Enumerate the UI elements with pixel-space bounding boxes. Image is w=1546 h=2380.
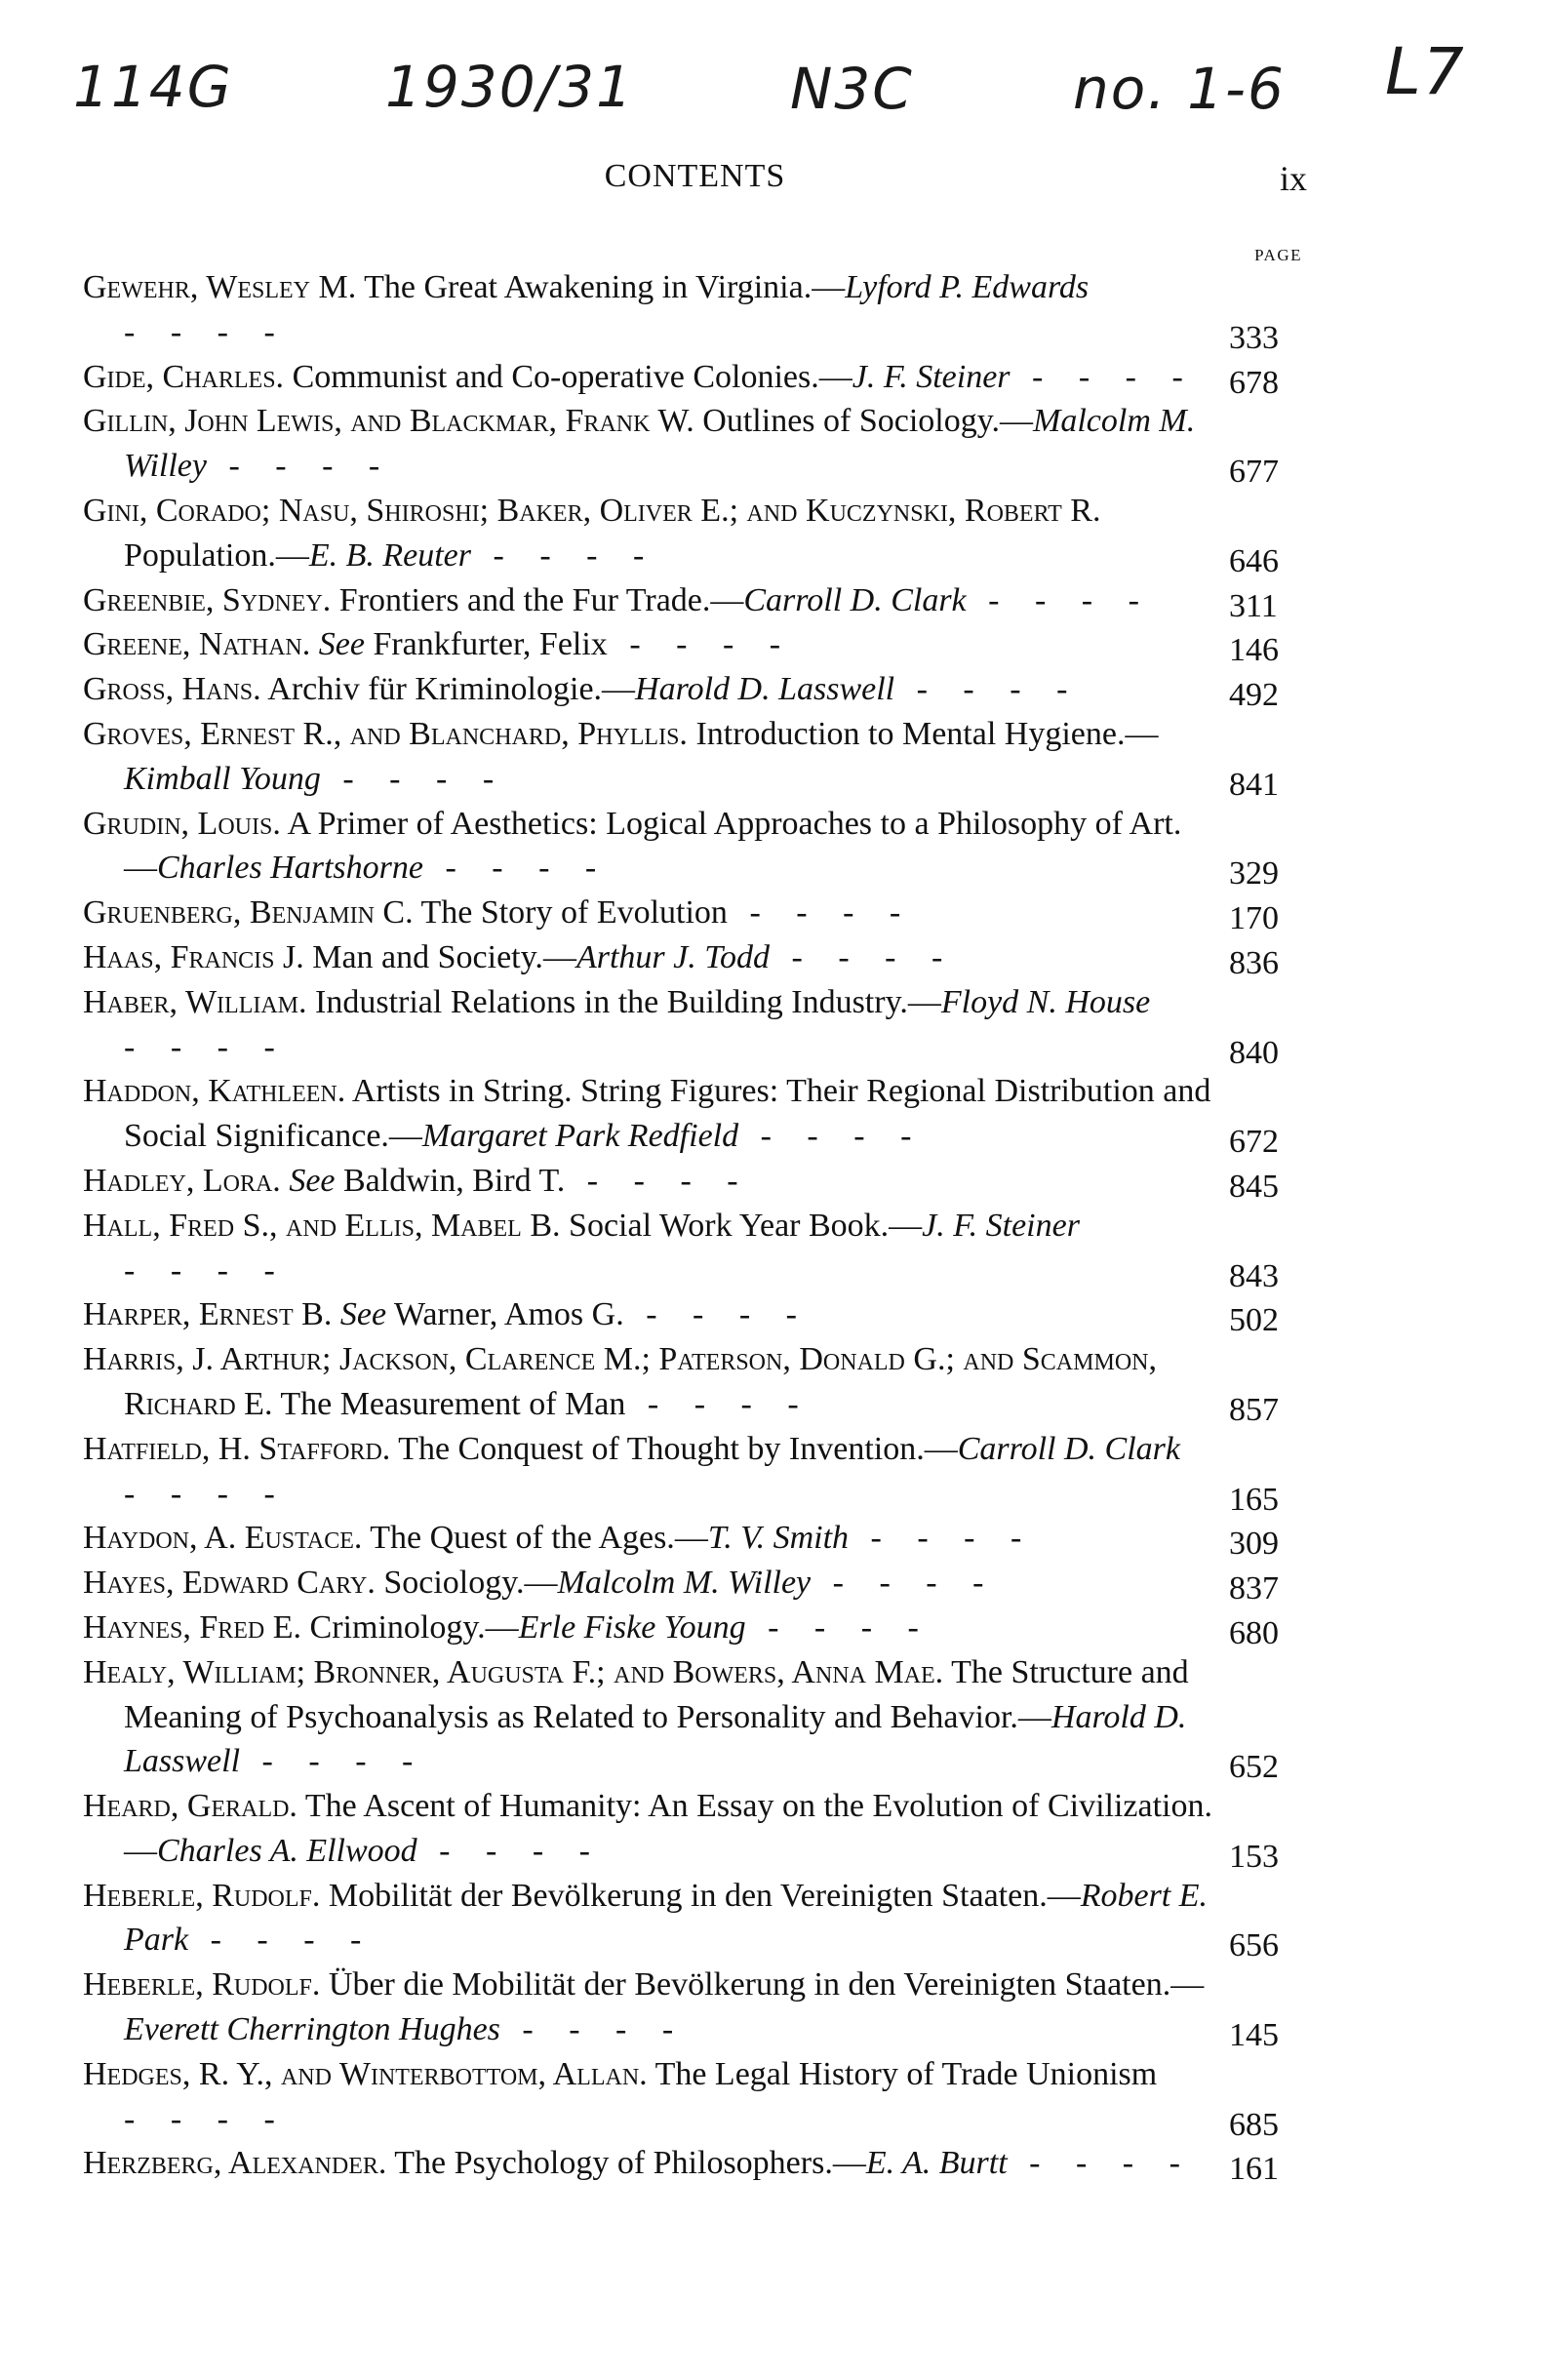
entry-reviewer: Carroll D. Clark <box>957 1430 1180 1467</box>
running-title: CONTENTS <box>604 158 786 194</box>
entry-author: Hayes, Edward Cary. <box>83 1565 376 1602</box>
dot-leader: - - - - <box>894 671 1082 708</box>
entry-page-number: 161 <box>1229 2151 1279 2188</box>
entry-author: Hedges, R. Y., and Winterbottom, Allan. <box>83 2055 648 2092</box>
contents-entry: Gini, Corado; Nasu, Shiroshi; Baker, Oliver E.; and Kuczynski, Robert R. Population.—E. B. Reuter - - - - 646 <box>83 489 1307 578</box>
entry-author: Haas, Francis J. <box>83 938 304 975</box>
contents-entry: Heberle, Rudolf. Mobilität der Bevölkerung in den Vereinigten Staaten.—Robert E. Park - - - - 656 <box>83 1874 1307 1964</box>
contents-entry: Haydon, A. Eustace. The Quest of the Ages.—T. V. Smith - - - - 309 <box>83 1516 1307 1561</box>
entry-see-reference: See <box>339 1296 387 1333</box>
dot-leader: - - - - <box>607 626 795 663</box>
contents-entry: Haas, Francis J. Man and Society.—Arthur J. Todd - - - - 836 <box>83 935 1307 980</box>
entry-title: The Ascent of Humanity: An Essay on the Evolution of Civilization. <box>304 1788 1212 1825</box>
entry-reviewer: J. F. Steiner <box>852 358 1011 395</box>
entry-author: Greene, Nathan. <box>83 626 311 663</box>
entry-title: Population. <box>124 536 276 574</box>
contents-entry: Haynes, Fred E. Criminology.—Erle Fiske Young - - - - 680 <box>83 1606 1307 1650</box>
contents-entry <box>83 1292 1307 1337</box>
contents-entry: Hayes, Edward Cary. Sociology.—Malcolm M. Willey - - - - 837 <box>83 1561 1307 1606</box>
entry-author: Haber, William. <box>83 983 307 1020</box>
dot-leader: - - - - <box>1010 358 1197 395</box>
dot-leader: - - - - <box>565 1162 752 1199</box>
contents-entry <box>83 2052 1307 2142</box>
dot-leader: - - - - <box>623 1296 811 1333</box>
entry-title: Artists in String. String Figures: Their Regional Distribution and Social Significance. <box>124 1073 1211 1155</box>
entry-author: Harris, J. Arthur; Jackson, Clarence M.; Paterson, Donald G.; and Scammon, Richard E. <box>83 1341 1157 1422</box>
entry-page-number: 845 <box>1229 1168 1279 1205</box>
dot-leader: - - - - <box>124 313 289 350</box>
entry-author: Heberle, Rudolf. <box>83 1966 321 2003</box>
entry-page-number: 841 <box>1229 766 1279 803</box>
entry-page-number: 165 <box>1229 1481 1279 1518</box>
entry-author: Harper, Ernest B. <box>83 1296 333 1333</box>
contents-entry: Healy, William; Bronner, Augusta F.; and Bowers, Anna Mae. The Structure and Meaning of Psychoanalysis as Related to Personality and Behavior.—Harold D. Lasswell - - - - 652 <box>83 1650 1307 1784</box>
entry-author: Gewehr, Wesley M. <box>83 269 357 305</box>
dot-leader: - - - - <box>124 2100 289 2137</box>
entry-reviewer: Charles A. Ellwood <box>157 1832 417 1869</box>
entry-title: A Primer of Aesthetics: Logical Approaches to a Philosophy of Art. <box>287 805 1182 842</box>
dot-leader: - - - - <box>966 581 1153 618</box>
entry-title: Frontiers and the Fur Trade. <box>338 581 711 618</box>
entry-reviewer: Margaret Park Redfield <box>421 1118 739 1155</box>
page-header <box>83 154 1307 213</box>
handwritten-annotations <box>0 34 1546 151</box>
entry-title: Introduction to Mental Hygiene. <box>695 715 1126 752</box>
entry-page-number: 672 <box>1229 1124 1279 1161</box>
entry-author: Heard, Gerald. <box>83 1788 297 1825</box>
entry-author: Gross, Hans. <box>83 671 261 708</box>
contents-entry: Heard, Gerald. The Ascent of Humanity: An Essay on the Evolution of Civilization.—Charles A. Ellwood - - - - 153 <box>83 1784 1307 1874</box>
contents-entry: Heberle, Rudolf. Über die Mobilität der Bevölkerung in den Vereinigten Staaten.—Everett Cherrington Hughes - - - - 145 <box>83 1963 1307 2052</box>
contents-entry: Greenbie, Sydney. Frontiers and the Fur Trade.—Carroll D. Clark - - - - 311 <box>83 578 1307 623</box>
entry-title: The Psychology of Philosophers. <box>394 2145 833 2182</box>
entry-author: Greenbie, Sydney. <box>83 581 332 618</box>
entry-page-number: 685 <box>1229 2106 1279 2143</box>
entry-title: Criminology. <box>309 1608 486 1646</box>
entry-reviewer: Malcolm M. Willey <box>124 403 1196 485</box>
handwritten-note: N3C <box>790 56 914 122</box>
entry-page-number: 492 <box>1229 677 1279 714</box>
entry-author: Herzberg, Alexander. <box>83 2145 387 2182</box>
entry-reviewer: Carroll D. Clark <box>743 581 967 618</box>
dot-leader: - - - - <box>727 894 915 932</box>
contents-entry: Grudin, Louis. A Primer of Aesthetics: Logical Approaches to a Philosophy of Art.—Charles Hartshorne - - - - 329 <box>83 802 1307 892</box>
dot-leader: - - - - <box>416 1832 604 1869</box>
entry-reviewer: J. F. Steiner <box>922 1207 1080 1244</box>
dot-leader: - - - - <box>625 1385 813 1422</box>
entry-reviewer: Harold D. Lasswell <box>124 1698 1187 1780</box>
handwritten-note: no. 1-6 <box>1073 56 1286 122</box>
entry-reviewer: Harold D. Lasswell <box>635 671 895 708</box>
contents-entry: Gillin, John Lewis, and Blackmar, Frank W. Outlines of Sociology.—Malcolm M. Willey - - - - 677 <box>83 399 1307 489</box>
entry-title: Social Work Year Book. <box>569 1207 890 1244</box>
contents-entry: Gewehr, Wesley M. The Great Awakening in Virginia.—Lyford P. Edwards - - - - 333 <box>83 265 1307 355</box>
entry-page-number: 170 <box>1229 900 1279 937</box>
contents-entry <box>83 891 1307 935</box>
entry-author: Hatfield, H. Stafford. <box>83 1430 391 1467</box>
dot-leader: - - - - <box>770 938 957 975</box>
contents-entry <box>83 1159 1307 1204</box>
entry-reviewer: Robert E. Park <box>124 1877 1209 1959</box>
entry-author: Gide, Charles. <box>83 358 285 395</box>
dot-leader: - - - - <box>206 448 394 485</box>
entry-author: Heberle, Rudolf. <box>83 1877 321 1914</box>
entry-page-number: 309 <box>1229 1526 1279 1563</box>
entry-title: The Great Awakening in Virginia. <box>364 269 813 305</box>
entry-page-number: 656 <box>1229 1927 1279 1964</box>
entry-page-number: 145 <box>1229 2017 1279 2054</box>
contents-entry: Gross, Hans. Archiv für Kriminologie.—Harold D. Lasswell - - - - 492 <box>83 667 1307 712</box>
entry-page-number: 311 <box>1229 587 1278 624</box>
dot-leader: - - - - <box>849 1520 1036 1557</box>
entry-reviewer: Everett Cherrington Hughes <box>124 2011 500 2048</box>
entry-reviewer: E. A. Burtt <box>865 2145 1008 2182</box>
entry-title: Archiv für Kriminologie. <box>267 671 603 708</box>
entry-see-reference: See <box>318 626 365 663</box>
entry-see-reference: See <box>289 1162 336 1199</box>
entry-title: The Story of Evolution <box>420 894 728 932</box>
entry-page-number: 840 <box>1229 1034 1279 1071</box>
entry-title: Industrial Relations in the Building Industry. <box>315 983 908 1020</box>
entry-title: The Legal History of Trade Unionism <box>654 2055 1158 2092</box>
entry-reviewer: Charles Hartshorne <box>157 850 423 887</box>
contents-entry <box>83 1337 1307 1427</box>
entry-page-number: 153 <box>1229 1838 1279 1875</box>
contents-list <box>83 265 1307 2186</box>
entry-reviewer: E. B. Reuter <box>308 536 472 574</box>
dot-leader: - - - - <box>124 1028 289 1065</box>
entry-author: Gillin, John Lewis, and Blackmar, Frank W. <box>83 403 694 440</box>
entry-author: Grudin, Louis. <box>83 805 281 842</box>
dot-leader: - - - - <box>1007 2145 1194 2182</box>
entry-author: Haddon, Kathleen. <box>83 1073 346 1110</box>
entry-author: Gini, Corado; Nasu, Shiroshi; Baker, Oliver E.; and Kuczynski, Robert R. <box>83 492 1101 529</box>
entry-page-number: 836 <box>1229 944 1279 981</box>
contents-entry: Groves, Ernest R., and Blanchard, Phyllis. Introduction to Mental Hygiene.—Kimball Young - - - - 841 <box>83 712 1307 802</box>
entry-title: Outlines of Sociology. <box>702 403 1001 440</box>
entry-page-number: 677 <box>1229 454 1279 491</box>
entry-page-number: 146 <box>1229 632 1279 669</box>
entry-page-number: 646 <box>1229 542 1279 579</box>
entry-reviewer: Erle Fiske Young <box>518 1608 746 1646</box>
entry-author: Gruenberg, Benjamin C. <box>83 894 414 932</box>
entry-reviewer: Kimball Young <box>124 760 321 797</box>
entry-author: Groves, Ernest R., and Blanchard, Phyllis. <box>83 715 688 752</box>
entry-page-number: 843 <box>1229 1257 1279 1294</box>
entry-page-number: 678 <box>1229 364 1279 401</box>
dot-leader: - - - - <box>745 1608 932 1646</box>
dot-leader: - - - - <box>124 1475 289 1512</box>
contents-entry: Hall, Fred S., and Ellis, Mabel B. Social Work Year Book.—J. F. Steiner - - - - 843 <box>83 1204 1307 1293</box>
entry-title: Communist and Co-operative Colonies. <box>292 358 819 395</box>
dot-leader: - - - - <box>471 536 658 574</box>
entry-author: Haydon, A. Eustace. <box>83 1520 363 1557</box>
dot-leader: - - - - <box>124 1251 289 1289</box>
entry-author: Haynes, Fred E. <box>83 1608 302 1646</box>
entry-title: Über die Mobilität der Bevölkerung in den Vereinigten Staaten. <box>328 1966 1171 2003</box>
entry-title: Man and Society. <box>312 938 543 975</box>
contents-entry: Haddon, Kathleen. Artists in String. String Figures: Their Regional Distribution and Social Significance.—Margaret Park Redfield - - - - 672 <box>83 1069 1307 1159</box>
contents-entry <box>83 622 1307 667</box>
dot-leader: - - - - <box>188 1922 376 1959</box>
entry-author: Healy, William; Bronner, Augusta F.; and Bowers, Anna Mae. <box>83 1653 944 1690</box>
entry-page-number: 680 <box>1229 1614 1279 1651</box>
dot-leader: - - - - <box>811 1565 998 1602</box>
contents-entry: Hatfield, H. Stafford. The Conquest of Thought by Invention.—Carroll D. Clark - - - - 165 <box>83 1427 1307 1517</box>
entry-page-number: 502 <box>1229 1302 1279 1339</box>
entry-reviewer: Arthur J. Todd <box>575 938 770 975</box>
entry-title: Sociology. <box>383 1565 525 1602</box>
entry-author: Hall, Fred S., and Ellis, Mabel B. <box>83 1207 561 1244</box>
entry-title: Mobilität der Bevölkerung in den Vereinigten Staaten. <box>328 1877 1048 1914</box>
contents-entry: Herzberg, Alexander. The Psychology of Philosophers.—E. A. Burtt - - - - 161 <box>83 2141 1307 2186</box>
entry-page-number: 333 <box>1229 319 1279 356</box>
dot-leader: - - - - <box>499 2011 688 2048</box>
handwritten-note: 1930/31 <box>385 54 634 120</box>
entry-see-target: Frankfurter, Felix <box>373 626 608 663</box>
dot-leader: - - - - <box>240 1743 427 1780</box>
entry-reviewer: Floyd N. House <box>940 983 1151 1020</box>
entry-page-number: 329 <box>1229 855 1279 892</box>
entry-title: The Structure and Meaning of Psychoanalysis as Related to Personality and Behavior. <box>124 1653 1189 1735</box>
handwritten-note: 114G <box>73 54 233 120</box>
page-column-label: PAGE <box>1254 246 1302 264</box>
entry-page-number: 837 <box>1229 1570 1279 1607</box>
contents-entry: Gide, Charles. Communist and Co-operative Colonies.—J. F. Steiner - - - - 678 <box>83 355 1307 400</box>
dot-leader: - - - - <box>422 850 611 887</box>
entry-reviewer: T. V. Smith <box>707 1520 850 1557</box>
handwritten-note: L7 <box>1385 34 1466 109</box>
entry-reviewer: Lyford P. Edwards <box>845 269 1090 305</box>
dot-leader: - - - - <box>320 760 508 797</box>
dot-leader: - - - - <box>738 1118 926 1155</box>
entry-title: The Quest of the Ages. <box>370 1520 675 1557</box>
entry-reviewer: Malcolm M. Willey <box>557 1565 812 1602</box>
entry-see-target: Warner, Amos G. <box>393 1296 624 1333</box>
entry-title: The Conquest of Thought by Invention. <box>398 1430 925 1467</box>
entry-title: The Measurement of Man <box>280 1385 626 1422</box>
contents-entry: Haber, William. Industrial Relations in the Building Industry.—Floyd N. House - - - - 840 <box>83 980 1307 1070</box>
entry-author: Hadley, Lora. <box>83 1162 281 1199</box>
page-number: ix <box>1279 159 1307 198</box>
entry-page-number: 652 <box>1229 1749 1279 1786</box>
entry-see-target: Baldwin, Bird T. <box>343 1162 566 1199</box>
entry-page-number: 857 <box>1229 1391 1279 1428</box>
